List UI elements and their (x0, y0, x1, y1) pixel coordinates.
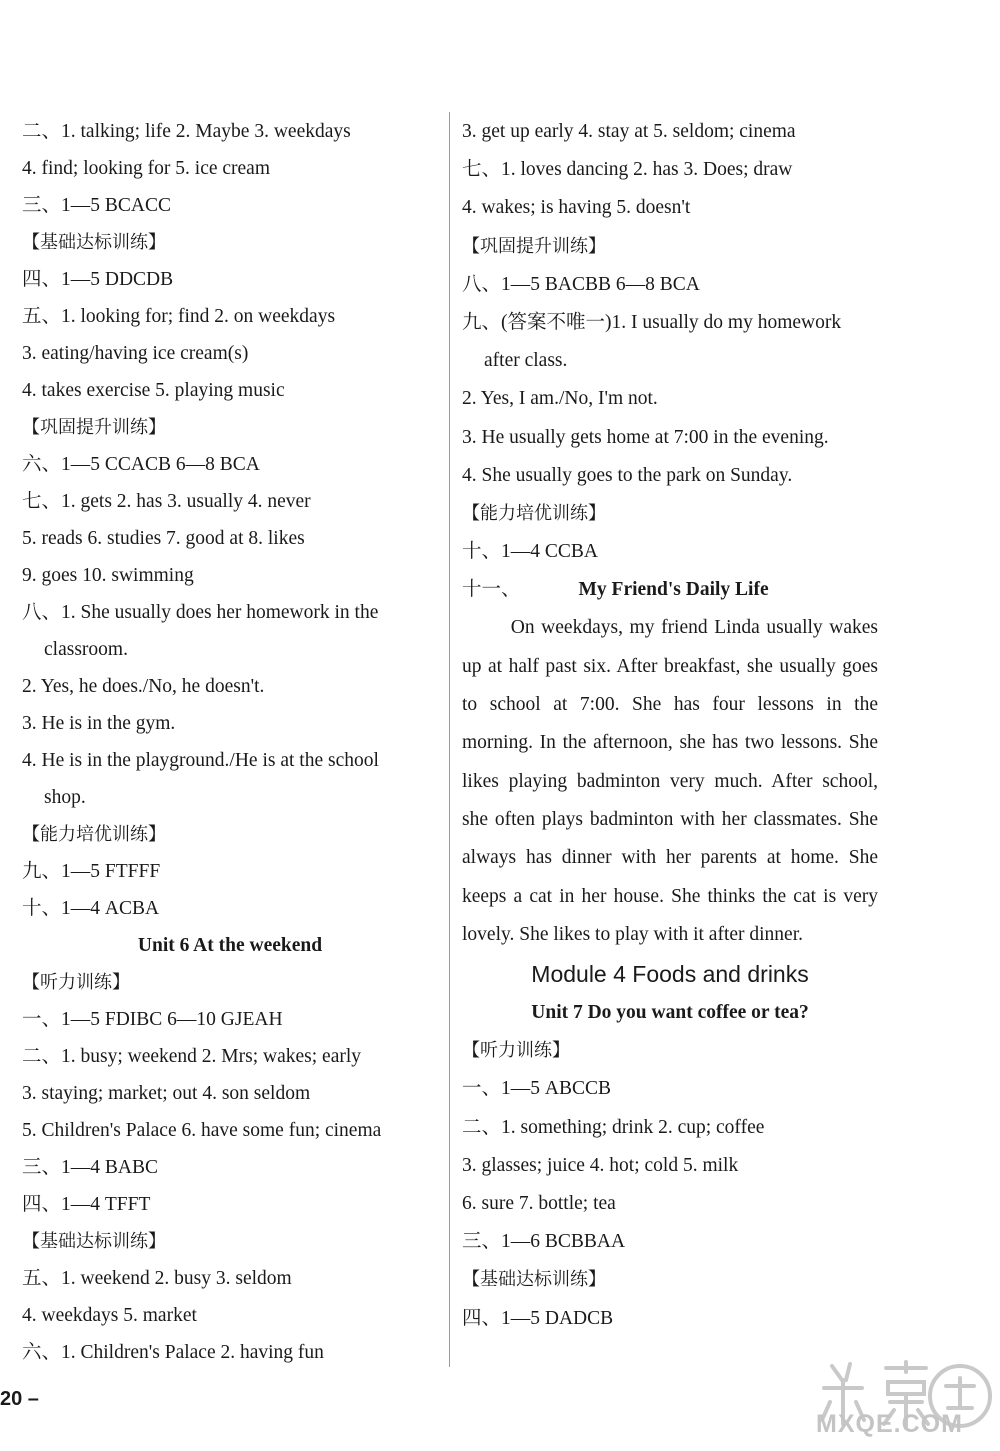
answer-line: 9. goes 10. swimming (22, 565, 194, 586)
answer-line: 4. wakes; is having 5. doesn't (462, 197, 691, 219)
answer-line: 七、1. loves dancing 2. has 3. Does; draw (462, 159, 793, 181)
essay-body: On weekdays, my friend Linda usually wakes up at half past six. After breakfast, she usually goes to school at 7:00. She has four lessons in the morning. In the afternoon, she has two lessons. She likes playing badminton very much. After school, she often plays badminton with her classmates. She always has dinner with her parents at home. She keeps a cat in her house. She thinks the cat is very lovely. She likes to play with it after dinner. (462, 617, 878, 945)
answer-line: 5. reads 6. studies 7. good at 8. likes (22, 528, 305, 549)
right-top-lines (462, 113, 878, 571)
left-column (22, 113, 438, 1371)
answer-line: 二、1. something; drink 2. cup; coffee (462, 1116, 765, 1138)
answer-line: 3. staying; market; out 4. son seldom (22, 1083, 311, 1104)
answer-line: 4. He is in the playground./He is at the school (22, 750, 379, 771)
section-header: 【能力培优训练】 (462, 502, 606, 524)
answer-line: 四、1—5 DADCB (462, 1307, 614, 1329)
answer-line: 3. He usually gets home at 7:00 in the evening. (462, 426, 829, 448)
answer-line: 2. Yes, I am./No, I'm not. (462, 388, 658, 410)
answer-line: 2. Yes, he does./No, he doesn't. (22, 676, 265, 697)
watermark-text: MXQE.COM (816, 1410, 963, 1438)
answer-line: 三、1—6 BCBBAA (462, 1231, 626, 1253)
answer-line: 四、1—5 DDCDB (22, 269, 174, 290)
answer-line: 4. takes exercise 5. playing music (22, 380, 285, 401)
answer-line: 九、1—5 FTFFF (22, 861, 161, 882)
answer-line: 五、1. looking for; find 2. on weekdays (22, 306, 336, 327)
answer-line: after class. (484, 350, 568, 372)
answer-line: 3. eating/having ice cream(s) (22, 343, 249, 364)
section-header: 【基础达标训练】 (22, 232, 166, 253)
unit-title: Unit 7 Do you want coffee or tea? (531, 1002, 809, 1024)
answer-line: 一、1—5 FDIBC 6—10 GJEAH (22, 1009, 283, 1030)
answer-line: 八、1. She usually does her homework in the (22, 602, 379, 623)
section-header: 【能力培优训练】 (22, 824, 166, 845)
answer-line: 3. glasses; juice 4. hot; cold 5. milk (462, 1154, 739, 1176)
right-bottom-lines (462, 994, 878, 1338)
answer-line: 九、(答案不唯一)1. I usually do my homework (462, 311, 842, 333)
answer-line: 五、1. weekend 2. busy 3. seldom (22, 1268, 292, 1289)
answer-line: 二、1. busy; weekend 2. Mrs; wakes; early (22, 1046, 362, 1067)
answer-line: 6. sure 7. bottle; tea (462, 1193, 616, 1215)
answer-line: 3. He is in the gym. (22, 713, 176, 734)
unit-title: Unit 6 At the weekend (137, 935, 323, 956)
answer-line: 5. Children's Palace 6. have some fun; cinema (22, 1120, 382, 1141)
essay-title: My Friend's Daily Life (578, 579, 769, 601)
answer-line: 三、1—4 BABC (22, 1157, 158, 1178)
answer-line: 4. find; looking for 5. ice cream (22, 158, 271, 179)
module-title: Module 4 Foods and drinks (531, 961, 809, 988)
answer-line: 八、1—5 BACBB 6—8 BCA (462, 273, 700, 295)
answer-line: 一、1—5 ABCCB (462, 1078, 611, 1100)
essay-title-line (462, 571, 878, 609)
section-header: 【听力训练】 (22, 972, 130, 993)
answer-line: classroom. (44, 639, 128, 660)
answer-line: 六、1. Children's Palace 2. having fun (22, 1342, 324, 1363)
section-header: 【听力训练】 (462, 1040, 570, 1062)
column-divider (449, 112, 450, 1367)
answer-line: 十、1—4 CCBA (462, 541, 598, 563)
answer-line: 4. weekdays 5. market (22, 1305, 197, 1326)
answer-line: 六、1—5 CCACB 6—8 BCA (22, 454, 260, 475)
section-header: 【基础达标训练】 (462, 1269, 606, 1291)
section-header: 【巩固提升训练】 (462, 235, 606, 257)
essay-label: 十一、 (462, 579, 521, 601)
answer-line: 3. get up early 4. stay at 5. seldom; cinema (462, 121, 796, 142)
right-column (462, 113, 878, 1338)
answer-line: shop. (44, 787, 86, 808)
answer-line: 二、1. talking; life 2. Maybe 3. weekdays (22, 121, 351, 142)
answer-line: 七、1. gets 2. has 3. usually 4. never (22, 491, 311, 512)
section-header: 【巩固提升训练】 (22, 417, 166, 438)
section-header: 【基础达标训练】 (22, 1231, 166, 1252)
answer-line: 4. She usually goes to the park on Sunday. (462, 464, 793, 486)
answer-line: 四、1—4 TFFT (22, 1194, 151, 1215)
answer-line: 三、1—5 BCACC (22, 195, 171, 216)
answer-line: 十、1—4 ACBA (22, 898, 160, 919)
page-number: 20 – (0, 1388, 39, 1410)
